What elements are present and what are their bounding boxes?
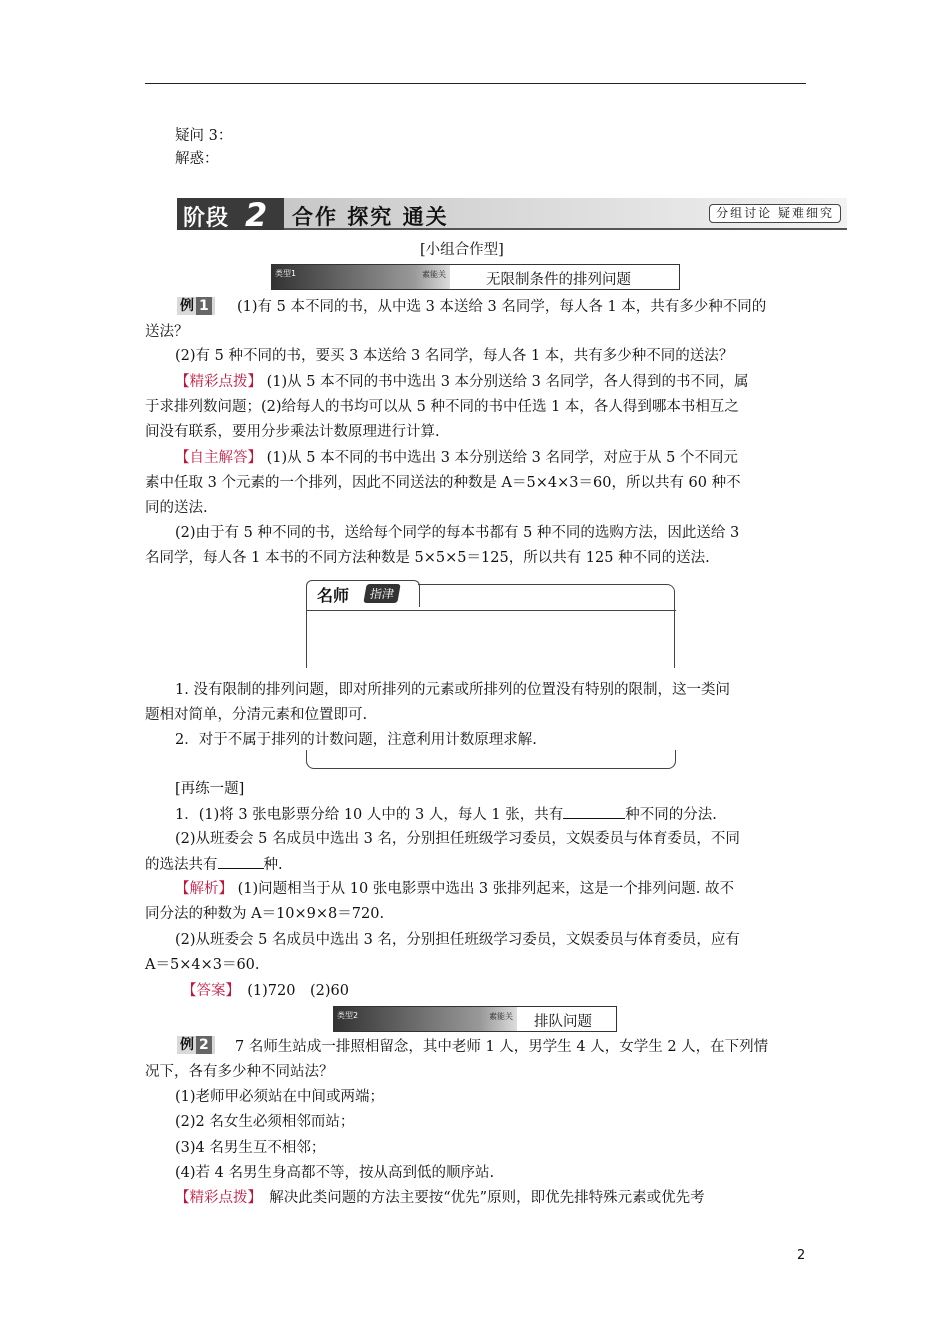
type1-label: 类型1 [275,269,297,278]
teacher-guide-right-border [674,606,675,668]
ex1-tip-line2: 于求排列数问题；(2)给每人的书均可以从 5 种不同的书中任选 1 本，各人得到哪本书相互之 [145,399,739,415]
section-title-bar [284,198,847,230]
type1-banner [272,265,450,289]
ex2-case2: (2)2 名女生必须相邻而站； [175,1114,355,1130]
teacher-guide-bottom-border [306,750,676,769]
ex1-tip [175,372,748,392]
ex2-q-line1: 7 名师生站成一排照相留念，其中老师 1 人，男学生 4 人，女学生 2 人，在下列情 [235,1039,769,1055]
ex1-answer-line2: 素中任取 3 个元素的一个排列，因此不同送法的种数是 A＝5×4×3＝60，所以共有 60 种不 [145,475,741,491]
analysis-line2: 同分法的种数为 A＝10×9×8＝720. [145,906,385,922]
practice-q2-b: 种. [263,857,283,873]
section-tag: 分组讨论 疑难细究 [709,204,841,223]
ex1-tip-line3: 间没有联系，要用分步乘法计数原理进行计算. [145,424,440,440]
ex2-tip [175,1188,705,1208]
type2-label: 类型2 [337,1011,359,1020]
ex1-answer-line1: (1)从 5 本不同的书中选出 3 本分别送给 3 名同学，对应于从 5 个不同元 [266,450,738,466]
guide-point1-line1: 1. 没有限制的排列问题，即对所排列的元素或所排列的位置没有特别的限制，这一类问 [175,682,730,698]
ex1-answer-line3: 同的送法. [145,500,208,516]
practice-q2-a: 的选法共有 [145,857,218,873]
type2-title: 排队问题 [534,1014,592,1030]
teacher-guide-left-border [306,606,307,668]
header-rule [145,83,806,84]
practice-label: [再练一题] [175,781,245,797]
practice-q2-line1: (2)从班委会 5 名成员中选出 3 名，分别担任班级学习委员，文娱委员与体育委员，不同 [175,831,740,847]
practice-q1-a: 1．(1)将 3 张电影票分给 10 人中的 3 人，每人 1 张，共有 [175,807,564,823]
practice-q1-blank [563,804,625,819]
practice-answer [182,981,349,1001]
group-label: [小组合作型] [420,242,504,258]
type1-side: 素能关 [422,270,446,279]
teacher-guide-title: 名师 [317,586,350,605]
practice-analysis [175,879,734,899]
example2-text: 例 [180,1037,194,1053]
example2-number: 2 [196,1036,212,1054]
practice-q1 [175,804,717,825]
analysis-line4: A＝5×4×3＝60. [145,957,260,973]
practice-q1-b: 种不同的分法. [625,807,717,823]
ex1-answer-line5: 名同学，每人各 1 本书的不同方法种数是 5×5×5＝125，所以共有 125 种不同的送法. [145,550,710,566]
type1-box [271,264,680,290]
type2-side: 素能关 [489,1012,513,1021]
practice-q2-blank [218,854,264,869]
page-number: 2 [797,1248,806,1263]
stage-text: 阶段 [183,206,230,231]
ex1-q1-line1: (1)有 5 本不同的书，从中选 3 本送给 3 名同学，每人各 1 本，共有多少种不同的 [237,299,767,315]
example1-label [177,297,215,315]
answer-text: (1)720 (2)60 [247,983,349,999]
ex1-tip-line1: (1)从 5 本不同的书中选出 3 本分别送给 3 名同学，各人得到的书不同，属 [266,374,749,390]
teacher-guide-badge: 指津 [363,584,400,603]
example2-label [177,1036,215,1054]
ex1-answer-tag: 【自主解答】 [175,450,262,466]
ex2-case3: (3)4 名男生互不相邻； [175,1140,326,1156]
ex2-tip-tag: 【精彩点拨】 [175,1190,255,1206]
type1-title: 无限制条件的排列问题 [486,272,631,288]
practice-q2-line2 [145,854,283,875]
example1-number: 1 [196,297,212,315]
teacher-guide-top-border [418,584,675,607]
ex2-q-line2: 况下，各有多少种不同站法？ [145,1064,334,1080]
ex1-q1-line2: 送法？ [145,324,189,340]
ex2-case1: (1)老师甲必须站在中间或两端； [175,1089,385,1105]
guide-point1-line2: 题相对简单，分清元素和位置即可. [145,707,368,723]
analysis-line3: (2)从班委会 5 名成员中选出 3 名，分别担任班级学习委员，文娱委员与体育委员，应有 [175,932,740,948]
analysis-line1: (1)问题相当于从 10 张电影票中选出 3 张排列起来，这是一个排列问题. 故不 [237,881,734,897]
example1-text: 例 [180,298,194,314]
type2-banner [334,1007,517,1031]
teacher-guide-tab [306,580,420,607]
ex2-tip-line1: 解决此类问题的方法主要按“优先”原则，即优先排特殊元素或优先考 [269,1190,705,1206]
question-3-label: 疑问 3： [175,128,233,144]
analysis-tag: 【解析】 [175,881,233,897]
ex1-answer-line4: (2)由于有 5 种不同的书，送给每个同学的每本书都有 5 种不同的选购方法，因此送给 3 [175,525,740,541]
stage-number: 2 [245,196,268,234]
answer-label: 解惑： [175,151,219,167]
ex1-q2: (2)有 5 种不同的书，要买 3 本送给 3 名同学，每人各 1 本，共有多少种不同的送法？ [175,348,734,364]
teacher-guide-rule [306,610,676,611]
answer-tag: 【答案】 [182,983,233,999]
guide-point2: 2．对于不属于排列的计数问题，注意利用计数原理求解. [175,732,537,748]
ex1-answer [175,448,738,468]
section-title: 合作 探究 通关 [292,205,449,229]
type2-box [333,1006,617,1032]
section-banner [177,196,847,234]
ex1-tip-tag: 【精彩点拨】 [175,374,262,390]
ex2-case4: (4)若 4 名男生身高都不等，按从高到低的顺序站. [175,1165,495,1181]
